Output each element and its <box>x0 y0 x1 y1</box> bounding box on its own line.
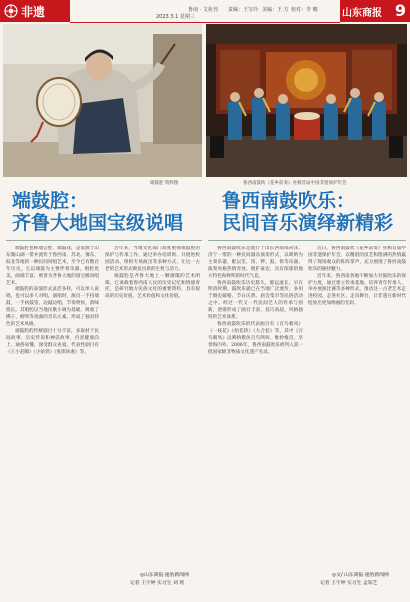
section-tag <box>0 0 70 22</box>
left-headline-line1: 端鼓腔： <box>12 190 89 212</box>
left-photo-caption: 端鼓腔 资料图 <box>150 181 179 186</box>
right-headline-line2: 民间音乐演绎新精彩 <box>222 212 394 234</box>
editor-label: 责编：王宝玲 <box>228 7 259 13</box>
right-article-column-1 <box>208 246 303 586</box>
page-header <box>0 0 410 22</box>
right-paragraph: 近年来，鲁西南各地不断加大对鼓吹乐的保护力度，通过建立传承基地、培养青年传承人、举办展演比赛等多种形式，推动这一古老艺术走进校园、走进社区、走向舞台，让非遗在新时代绽放出更加绚丽的光彩。 <box>308 273 406 307</box>
left-divider <box>6 240 202 241</box>
drum-performer-photo <box>3 24 202 177</box>
left-paragraph: 端鼓腔是齐鲁大地上一颗璀璨的艺术明珠，它承载着鲁西南人民的历史记忆和情感寄托，是研究地方民俗文化的重要资料，具有很高的历史价值、艺术价值和文化价值。 <box>105 273 200 300</box>
right-headline-line1: 鲁西南鼓吹乐： <box>222 190 356 212</box>
designer-label: 美编：王 方 <box>262 7 289 13</box>
column-label: 山东商报 <box>342 8 382 19</box>
right-paragraph: 鲁西南鼓吹乐历史悠久，源远流长。早在明清时期，鼓吹乐就已在当地广泛流传，多用于婚丧嫁娶、节日庆典、庙会集市等民俗活动之中。经过一代又一代民间艺人的传承与创新，逐渐形成了曲目丰富、技巧高超、风格独特的艺术体系。 <box>208 280 303 321</box>
ensemble-photo <box>206 24 407 177</box>
header-meta <box>70 0 340 23</box>
right-paragraph: 近日，鲁西南鼓吹《花乡前奏》亮相首届中国非遗保护年会，以精湛的技艺和饱满的热情赢得了现场观众的阵阵掌声，充分展现了鲁西南鼓吹乐的独特魅力。 <box>308 246 406 272</box>
right-byline-line2: 记者 王宇婷 实习生 孟知芝 <box>320 581 378 586</box>
right-divider <box>208 240 406 241</box>
right-article-column-2 <box>308 246 406 564</box>
left-paragraph: 近年来，当地文化部门高度重视端鼓腔的保护与传承工作，通过举办培训班、开展进校园活动、组织专场演出等多种方式，让这一古老的艺术形式焕发出新的生机与活力。 <box>105 246 200 272</box>
right-photo-caption: 鲁西南鼓吹《花乡前奏》亮相首届中国非遗保护年会 <box>243 181 347 186</box>
left-article-column-1 <box>6 246 99 586</box>
right-byline-line1: ◎文/ 山东商报·速豹新闻网 <box>332 573 389 578</box>
column-tag <box>340 0 410 22</box>
left-paragraph: 端鼓腔的传统剧目十分丰富，多取材于民间故事、历史传说和神话故事，内容健康向上，通俗易懂，深受群众喜爱。代表性剧目有《王小赶脚》《小姑贤》《张郎休妻》等。 <box>6 328 99 355</box>
proofreader-label: 校对：李 娜 <box>291 7 318 13</box>
ornament-icon <box>4 4 18 18</box>
left-article-column-2 <box>105 246 200 564</box>
left-paragraph: 端鼓腔也称端公腔、端鼓戏，是发源于山东微山湖一带并流传于鲁西南、苏北、豫东、皖北等地的一种民间说唱艺术，至今已有数百年历史。它以端鼓为主要伴奏乐器，唱腔优美，曲调丰富，被誉为齐鲁大地的国宝级说唱艺术。 <box>6 246 99 286</box>
edition-label: 鲁南 · 文苑刊 <box>188 7 218 13</box>
left-paragraph: 端鼓腔的表演形式灵活多样，可以单人说唱，也可以多人对唱。演唱时，演员一手持端鼓，一手执鼓签，边敲边唱，节奏明快，韵味悠长。其唱腔以当地民歌小调为基础，吸收了梆子、柳琴等戏曲的音乐元素，形成了独具特色的艺术风格。 <box>6 287 99 327</box>
right-paragraph: 鲁西南鼓吹乐的代表曲目有《百鸟朝凤》《一枝花》《抬花轿》《大合套》等，其中《百鸟朝凤》以唢呐模仿百鸟鸣叫，惟妙惟肖，享誉海内外。2006年，鲁西南鼓吹乐被列入第一批国家级非物质文化遗产名录。 <box>208 321 303 355</box>
section-label: 非遗 <box>21 5 46 19</box>
left-byline-line1: ◎山东商报·速豹新闻网 <box>140 573 189 578</box>
right-paragraph: 鲁西南鼓吹乐是流行于山东西南部菏泽、济宁一带的一种民间器乐演奏形式，以唢呐为主奏乐器，配以笙、笛、锣、鼓、钹等乐器，演奏风格热情奔放、粗犷豪迈，具有浓郁的地方特色和鲜明的时代气息。 <box>208 246 303 279</box>
date-label: 2023.3.1 星期三 <box>156 14 195 20</box>
page-number: 9 <box>394 1 406 20</box>
left-headline-line2: 齐鲁大地国宝级说唱 <box>12 212 184 234</box>
left-byline-line2: 记者 王宇婷 实习生 刘 瑶 <box>130 581 185 586</box>
